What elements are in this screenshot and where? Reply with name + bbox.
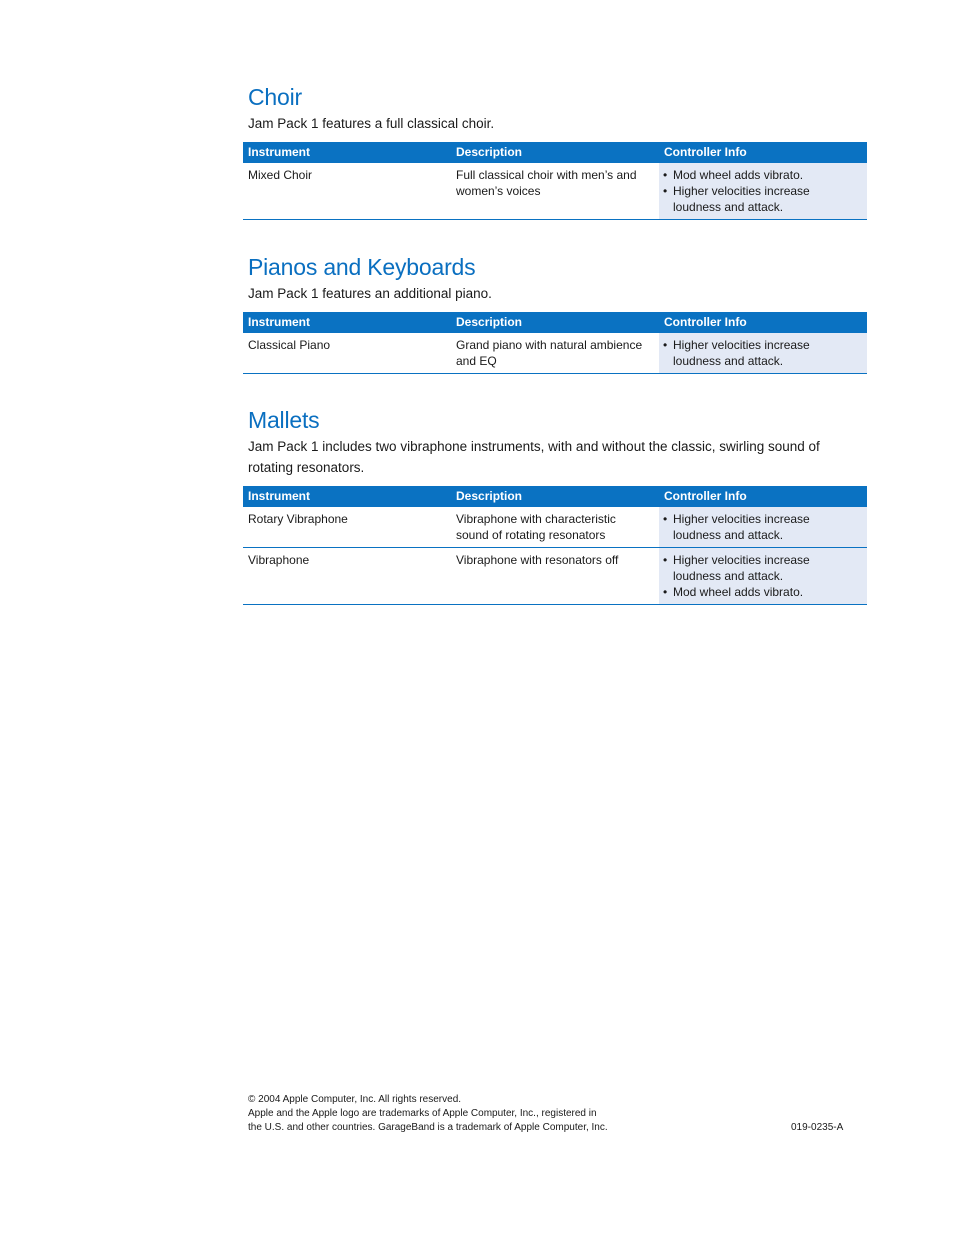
- section-intro: Jam Pack 1 features an additional piano.: [248, 286, 492, 301]
- instrument-table: [243, 312, 867, 374]
- copyright-text: © 2004 Apple Computer, Inc. All rights reserved.: [248, 1094, 462, 1105]
- controller-info-item: • Mod wheel adds vibrato.: [663, 584, 859, 600]
- section-mallets: [243, 406, 867, 605]
- controller-info-cell: [659, 333, 867, 374]
- table-header-row: [243, 312, 867, 333]
- description-cell: Full classical choir with men’s and women’s voices: [451, 163, 659, 220]
- trademark-text-line-1: Apple and the Apple logo are trademarks of Apple Computer, Inc., registered in: [248, 1108, 597, 1119]
- instrument-table: [243, 486, 867, 605]
- controller-info-list: [663, 337, 859, 369]
- controller-info-list: [663, 167, 859, 215]
- header-description: Description: [451, 142, 659, 163]
- instrument-cell: Rotary Vibraphone: [243, 507, 451, 548]
- section-title: Mallets: [248, 407, 320, 433]
- header-instrument: Instrument: [243, 486, 451, 507]
- section-intro: Jam Pack 1 features a full classical choir.: [248, 116, 495, 131]
- controller-info-item: • Higher velocities increase loudness and attack.: [663, 337, 859, 369]
- table-row: [243, 333, 867, 374]
- controller-info-cell: [659, 507, 867, 548]
- section-title: Pianos and Keyboards: [248, 254, 476, 280]
- header-instrument: Instrument: [243, 312, 451, 333]
- controller-info-item: • Higher velocities increase loudness and attack.: [663, 552, 859, 584]
- instrument-cell: Classical Piano: [243, 333, 451, 374]
- header-controller-info: Controller Info: [659, 312, 867, 333]
- header-instrument: Instrument: [243, 142, 451, 163]
- instrument-table: [243, 142, 867, 220]
- table-row: [243, 548, 867, 605]
- document-id: 019-0235-A: [791, 1122, 844, 1133]
- table-row: [243, 163, 867, 220]
- table-header-row: [243, 142, 867, 163]
- controller-info-item: • Higher velocities increase loudness and attack.: [663, 511, 859, 543]
- controller-info-list: [663, 552, 859, 600]
- description-cell: Vibraphone with resonators off: [451, 548, 659, 605]
- controller-info-cell: [659, 163, 867, 220]
- controller-info-list: [663, 511, 859, 543]
- header-controller-info: Controller Info: [659, 486, 867, 507]
- table-row: [243, 507, 867, 548]
- instrument-cell: Vibraphone: [243, 548, 451, 605]
- section-pianos-and-keyboards: [243, 253, 867, 374]
- section-intro: Jam Pack 1 includes two vibraphone instruments, with and without the classic, swirling sound of rotating resonators.: [248, 439, 820, 475]
- section-choir: [243, 83, 867, 220]
- header-description: Description: [451, 312, 659, 333]
- controller-info-item: • Higher velocities increase loudness and attack.: [663, 183, 859, 215]
- table-header-row: [243, 486, 867, 507]
- trademark-text-line-2: the U.S. and other countries. GarageBand is a trademark of Apple Computer, Inc.: [248, 1122, 608, 1133]
- section-title: Choir: [248, 84, 302, 110]
- description-cell: Vibraphone with characteristic sound of rotating resonators: [451, 507, 659, 548]
- controller-info-cell: [659, 548, 867, 605]
- header-description: Description: [451, 486, 659, 507]
- legal-footer: [248, 1093, 608, 1135]
- header-controller-info: Controller Info: [659, 142, 867, 163]
- instrument-cell: Mixed Choir: [243, 163, 451, 220]
- description-cell: Grand piano with natural ambience and EQ: [451, 333, 659, 374]
- controller-info-item: • Mod wheel adds vibrato.: [663, 167, 859, 183]
